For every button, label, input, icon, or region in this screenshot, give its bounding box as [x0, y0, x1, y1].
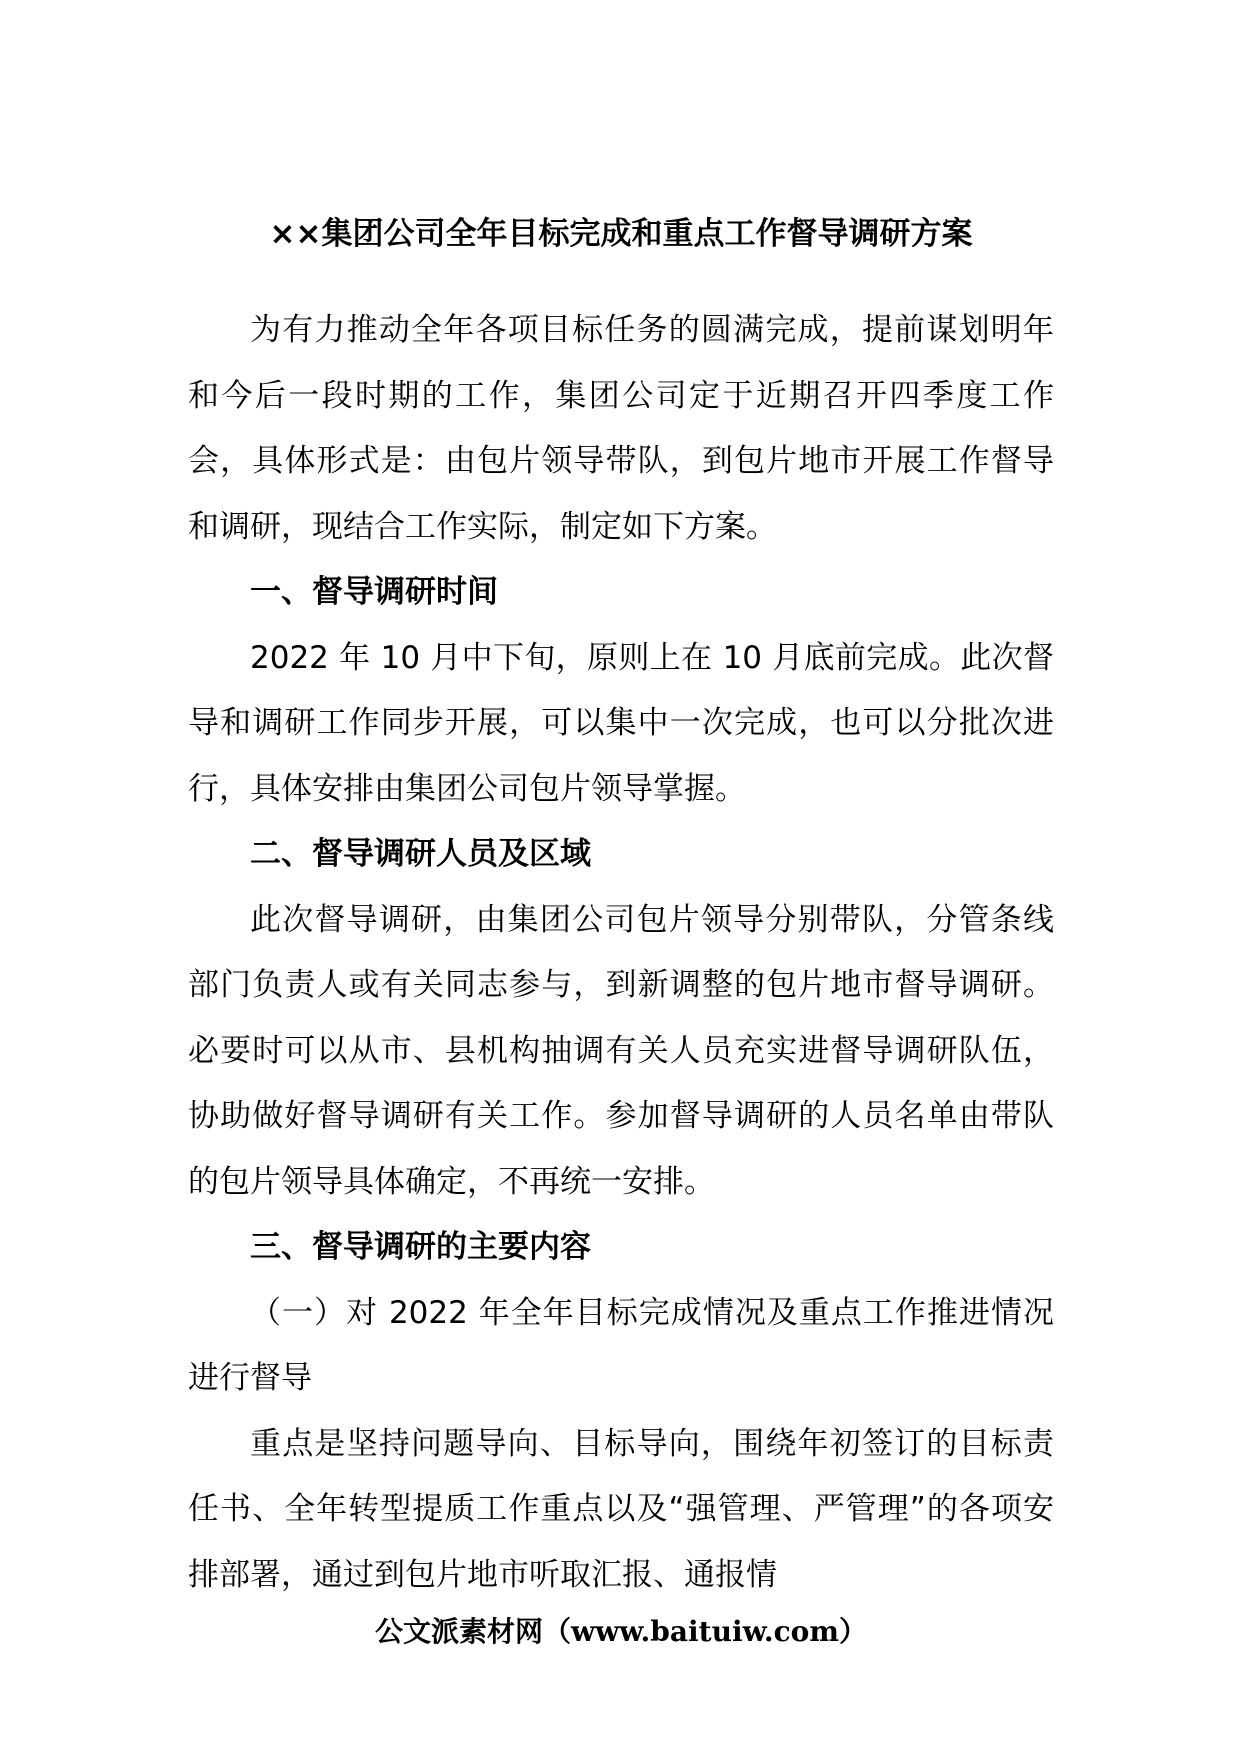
- section-heading-personnel: 二、督导调研人员及区域: [250, 836, 591, 872]
- section-heading-time: 一、督导调研时间: [250, 574, 498, 610]
- subsection-heading-1: （一）对 2022 年全年目标完成情况及重点工作推进情况进行督导: [188, 1294, 1054, 1396]
- footer-url: （www.baituiw.com）: [543, 1615, 867, 1648]
- section-heading-content: 三、督导调研的主要内容: [250, 1229, 591, 1265]
- intro-paragraph: 为有力推动全年各项目标任务的圆满完成，提前谋划明年和今后一段时期的工作，集团公司定于近期召开四季度工作会，具体形式是：由包片领导带队，到包片地市开展工作督导和调研，现结合工作实际，制定如下方案。: [188, 312, 1054, 545]
- document-body: [188, 298, 1054, 1608]
- time-paragraph: 2022 年 10 月中下旬，原则上在 10 月底前完成。此次督导和调研工作同步开展，可以集中一次完成，也可以分批次进行，具体安排由集团公司包片领导掌握。: [188, 639, 1054, 807]
- content-paragraph: 重点是坚持问题导向、目标导向，围绕年初签订的目标责任书、全年转型提质工作重点以及“强管理、严管理”的各项安排部署，通过到包片地市听取汇报、通报情: [188, 1425, 1054, 1593]
- footer-site-name: 公文派素材网: [375, 1615, 544, 1648]
- footer-watermark: [188, 1612, 1054, 1652]
- document-title: ××集团公司全年目标完成和重点工作督导调研方案: [269, 216, 973, 252]
- personnel-paragraph: 此次督导调研，由集团公司包片领导分别带队，分管条线部门负责人或有关同志参与，到新调整的包片地市督导调研。必要时可以从市、县机构抽调有关人员充实进督导调研队伍，协助做好督导调研有关工作。参加督导调研的人员名单由带队的包片领导具体确定，不再统一安排。: [188, 901, 1054, 1200]
